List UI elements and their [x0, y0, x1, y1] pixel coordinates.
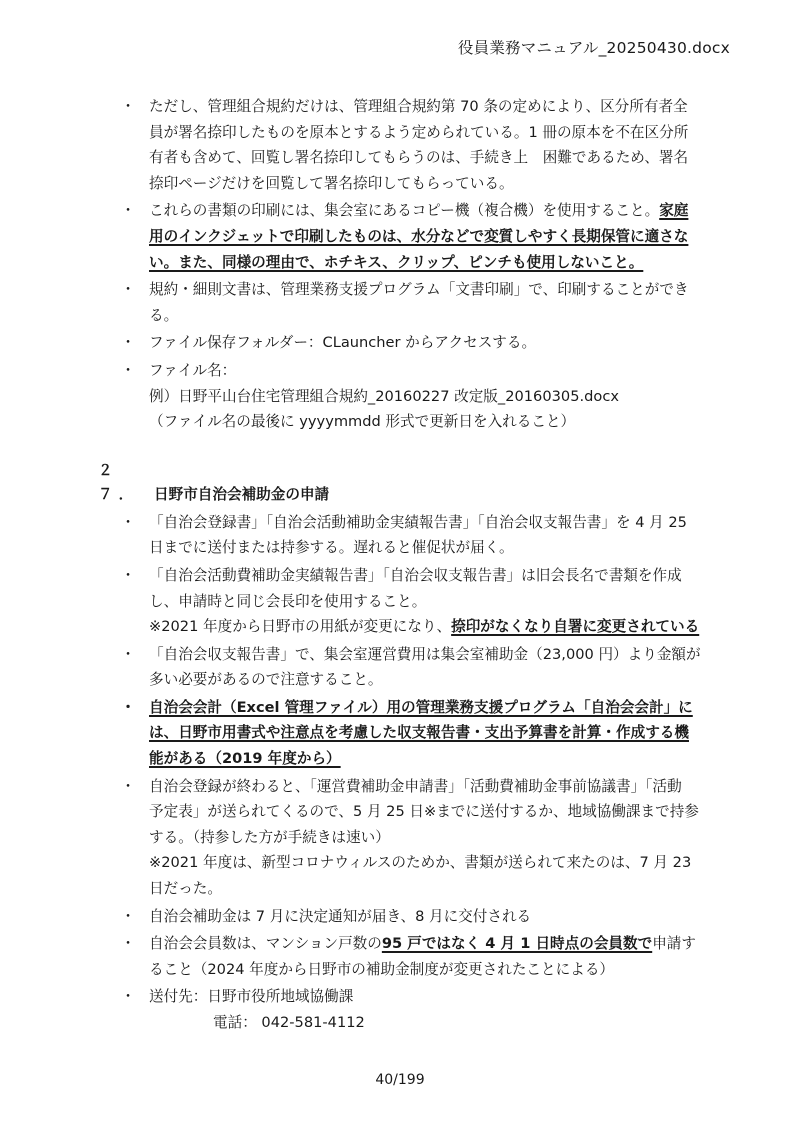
bullet-marker: ・: [120, 777, 136, 795]
list-item: [118, 510, 718, 561]
bullet-marker: ・: [120, 98, 136, 115]
text-line: [149, 250, 718, 276]
bullet-marker: ・: [120, 281, 136, 299]
text-line: 自治会登録が終わると、「運営費補助金申請書」「活動費補助金事前協議書」「活動: [149, 777, 682, 795]
bullet-marker: ・: [120, 907, 136, 925]
lead-text: これらの書類の印刷には、集会室にあるコピー機（複合機）を使用すること。: [149, 202, 660, 220]
list-item: [118, 277, 718, 328]
text-line: ファイル名：: [149, 361, 237, 379]
list-item: [118, 774, 718, 902]
text-line: 送付先：日野市役所地域協働課: [149, 988, 354, 1006]
bullet-marker: ・: [120, 202, 136, 220]
text-line: 「自治会収支報告書」で、集会室運営費用は集会室補助金（23,000 円）より金額が: [149, 645, 701, 663]
trail-text: 申請す: [652, 935, 696, 953]
text-line: 日までに送付または持参する。遅れると催促状が届く。: [149, 539, 514, 557]
emphasis-text: 95 戸ではなく 4 月 1 日時点の会員数で: [381, 935, 653, 953]
emphasis-text: 家庭: [659, 202, 689, 220]
phone-line: 電話： 042-581-4112: [213, 1014, 365, 1031]
list-item: [118, 330, 718, 356]
bullet-marker: ・: [120, 513, 136, 531]
lead-text: 自治会会員数は、マンション戸数の: [149, 935, 382, 953]
bullet-marker: ・: [120, 334, 136, 352]
text-line: [149, 720, 718, 746]
list-item: [118, 695, 718, 772]
list-item: [118, 904, 718, 930]
text-line: [149, 931, 718, 957]
text-line: 有者も含めて、回覧し署名捺印してもらうのは、手続き上 困難であるため、署名: [149, 149, 689, 167]
emphasis-text: 自治会会計（Excel 管理ファイル）用の管理業務支援プログラム「自治会会計」に: [149, 698, 693, 716]
page-number: 40/199: [375, 1072, 425, 1088]
note-line: [149, 614, 718, 640]
text-line: 例）日野平山台住宅管理組合規約_20160227 改定版_20160305.docx: [149, 387, 619, 405]
text-line: 「自治会登録書」「自治会活動補助金実績報告書」「自治会収支報告書」を 4 月 25: [149, 513, 687, 531]
bullet-marker: ・: [120, 698, 136, 716]
section-spacer: [118, 437, 718, 459]
text-line: 多い必要があるので注意すること。: [149, 671, 383, 689]
section-number: ２７．: [98, 461, 140, 503]
text-line: [149, 198, 718, 224]
emphasis-text: 能がある（2019 年度から）: [149, 750, 341, 768]
bullet-marker: ・: [120, 645, 136, 663]
list-item: [118, 984, 718, 1035]
emphasis-text: い。また、同様の理由で、ホチキス、クリップ、ピンチも使用しないこと。: [149, 253, 644, 271]
text-line: る。: [149, 306, 179, 324]
text-line: 「自治会活動費補助金実績報告書」「自治会収支報告書」は旧会長名で書類を作成: [149, 566, 682, 584]
document-filename: 役員業務マニュアル_20250430.docx: [457, 39, 730, 57]
document-body: [98, 94, 718, 1038]
list-item: [118, 931, 718, 982]
section-heading: [98, 459, 718, 507]
text-line: [149, 224, 718, 250]
list-item: [118, 94, 718, 196]
text-line: し、申請時と同じ会長印を使用すること。: [149, 592, 427, 610]
note-line: 日だった。: [149, 880, 222, 898]
text-line: 自治会補助金は 7 月に決定通知が届き、8 月に交付される: [149, 907, 532, 925]
emphasis-text: 用のインクジェットで印刷したものは、水分などで変質しやすく長期保管に適さな: [149, 227, 689, 245]
text-line: 捺印ページだけを回覧して署名捺印してもらっている。: [149, 174, 514, 192]
text-line: 規約・細則文書は、管理業務支援プログラム「文書印刷」で、印刷することができ: [149, 281, 689, 299]
text-line: する。（持参した方が手続きは速い）: [149, 828, 390, 846]
text-line: （ファイル名の最後に yyyymmdd 形式で更新日を入れること）: [149, 413, 576, 431]
list-item: [118, 358, 718, 435]
text-line: [149, 746, 718, 772]
note-text: ※2021 年度から日野市の用紙が変更になり、: [149, 618, 452, 636]
text-line: 予定表」が送られてくるので、5 月 25 日※までに送付するか、地域協働課まで持参: [149, 803, 699, 821]
text-line: ただし、管理組合規約だけは、管理組合規約第 70 条の定めにより、区分所有者全: [149, 98, 688, 115]
bullet-marker: ・: [120, 361, 136, 379]
text-line: ファイル保存フォルダー：CLauncher からアクセスする。: [149, 334, 537, 352]
text-line: ること（2024 年度から日野市の補助金制度が変更されたことによる）: [149, 960, 615, 978]
emphasis-text: 捺印がなくなり自署に変更されている: [451, 618, 700, 636]
bullet-marker: ・: [120, 988, 136, 1006]
note-line: ※2021 年度は、新型コロナウィルスのためか、書類が送られて来たのは、7 月 23: [149, 854, 692, 872]
text-line: 員が署名捺印したものを原本とするよう定められている。1 冊の原本を不在区分所: [149, 123, 689, 141]
bullet-marker: ・: [120, 566, 136, 584]
list-item: [118, 563, 718, 640]
list-item: [118, 198, 718, 275]
section-title: 日野市自治会補助金の申請: [154, 485, 330, 503]
list-item: [118, 642, 718, 693]
bullet-marker: ・: [120, 935, 136, 953]
text-line: [149, 695, 718, 721]
emphasis-text: は、日野市用書式や注意点を考慮した収支報告書・支出予算書を計算・作成する機: [149, 724, 689, 742]
